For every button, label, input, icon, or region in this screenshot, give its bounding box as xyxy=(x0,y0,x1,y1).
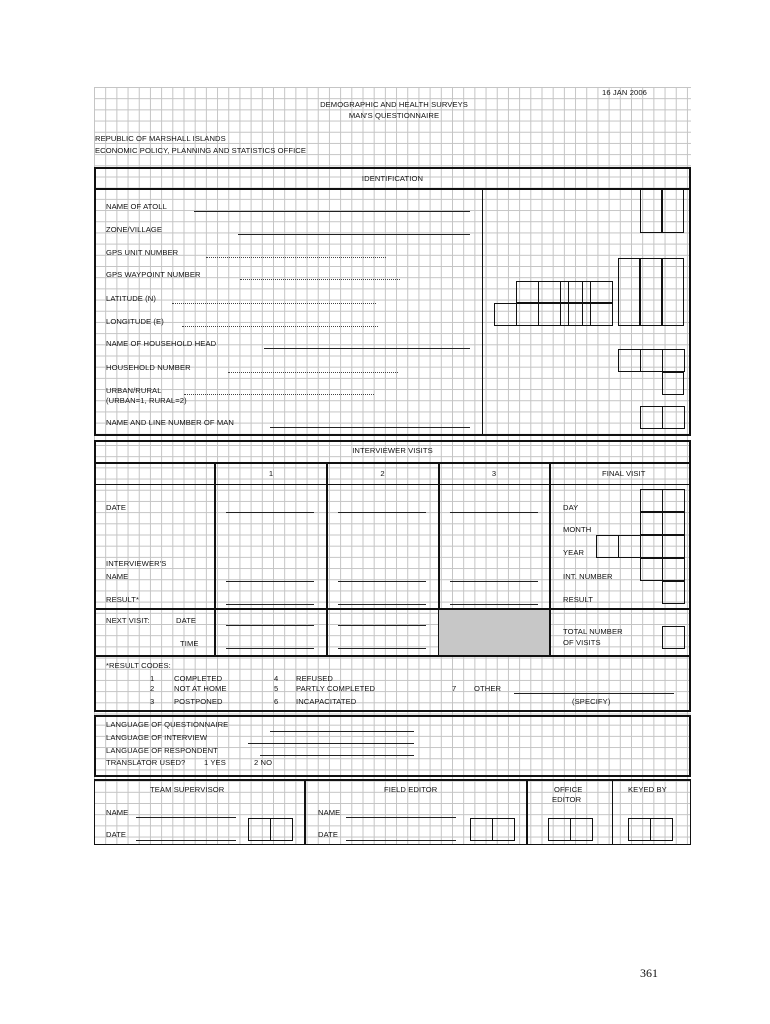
language-questionnaire-label: LANGUAGE OF QUESTIONNAIRE xyxy=(106,720,229,729)
editor-date-label: DATE xyxy=(318,830,339,839)
language-interview-field[interactable] xyxy=(248,743,414,744)
total-visits-label: TOTAL NUMBER xyxy=(563,627,623,636)
rule xyxy=(482,188,483,435)
translator-no[interactable]: 2 NO xyxy=(254,758,273,767)
form-subtitle: MAN'S QUESTIONNAIRE xyxy=(348,111,440,120)
visit-2-result-field[interactable] xyxy=(338,604,426,605)
form-title: DEMOGRAPHIC AND HEALTH SURVEYS xyxy=(320,100,468,109)
supervisor-code-boxes[interactable] xyxy=(248,818,293,841)
supervisor-name-label: NAME xyxy=(106,808,129,817)
visit-2-name-field[interactable] xyxy=(338,581,426,582)
rule xyxy=(94,484,691,485)
next-visit-date-label: DATE xyxy=(176,616,197,625)
village-field[interactable] xyxy=(238,234,470,235)
urban-rural-label: URBAN/RURAL xyxy=(106,386,162,395)
rule xyxy=(94,710,691,712)
office-editor-label-2: EDITOR xyxy=(552,795,582,804)
final-month-label: MONTH xyxy=(563,525,592,534)
language-questionnaire-field[interactable] xyxy=(270,731,414,732)
supervisor-date-field[interactable] xyxy=(136,840,236,841)
code-num: 2 xyxy=(150,684,155,693)
final-year-label: YEAR xyxy=(563,548,585,557)
supervisor-date-label: DATE xyxy=(106,830,127,839)
interviewer-label: INTERVIEWER'S xyxy=(106,559,167,568)
atoll-code-box[interactable] xyxy=(640,188,662,233)
rule xyxy=(94,440,96,710)
code-label: NOT AT HOME xyxy=(174,684,227,693)
line-number-boxes[interactable] xyxy=(640,406,685,429)
rule xyxy=(326,462,328,655)
rule xyxy=(94,167,691,169)
visit-col-1: 1 xyxy=(268,469,274,478)
office-editor-boxes[interactable] xyxy=(548,818,593,841)
rule xyxy=(94,188,691,190)
interviewer-name-label: NAME xyxy=(106,572,129,581)
total-visits-box[interactable] xyxy=(662,626,685,649)
editor-name-label: NAME xyxy=(318,808,341,817)
household-number-field[interactable] xyxy=(228,372,398,373)
final-day-label: DAY xyxy=(563,503,579,512)
gps-waypoint-label: GPS WAYPOINT NUMBER xyxy=(106,270,201,279)
visit-1-date-field[interactable] xyxy=(226,512,314,513)
specify-label: (SPECIFY) xyxy=(572,697,611,706)
household-head-field[interactable] xyxy=(264,348,470,349)
visit-col-2: 2 xyxy=(380,469,385,478)
next-1-time-field[interactable] xyxy=(226,648,314,649)
code-num: 7 xyxy=(452,684,457,693)
rule xyxy=(689,167,691,435)
urban-rural-box[interactable] xyxy=(662,372,684,395)
visit-3-result-field[interactable] xyxy=(450,604,538,605)
rule xyxy=(94,775,691,777)
gps-unit-field[interactable] xyxy=(206,257,386,258)
language-respondent-label: LANGUAGE OF RESPONDENT xyxy=(106,746,218,755)
rule xyxy=(304,779,306,845)
latitude-decimal-boxes[interactable] xyxy=(568,281,613,303)
rule xyxy=(690,779,691,845)
code-label: POSTPONED xyxy=(174,697,223,706)
total-visits-label-2: OF VISITS xyxy=(563,638,601,647)
visit-col-3: 3 xyxy=(491,469,497,478)
final-int-number-boxes[interactable] xyxy=(640,558,685,581)
final-day-boxes[interactable] xyxy=(640,489,685,512)
language-respondent-field[interactable] xyxy=(260,755,414,756)
gps-unit-label: GPS UNIT NUMBER xyxy=(106,248,179,257)
final-month-boxes[interactable] xyxy=(640,512,685,535)
rule xyxy=(94,440,691,442)
office-name: ECONOMIC POLICY, PLANNING AND STATISTICS OFFICE xyxy=(95,146,307,155)
translator-label: TRANSLATOR USED? xyxy=(106,758,186,767)
rule xyxy=(94,462,691,464)
next-2-date-field[interactable] xyxy=(338,625,426,626)
atoll-code-box[interactable] xyxy=(662,188,684,233)
final-visit-heading: FINAL VISIT xyxy=(602,469,646,478)
visits-heading: INTERVIEWER VISITS xyxy=(352,446,433,455)
visit-3-date-field[interactable] xyxy=(450,512,538,513)
code-num: 3 xyxy=(150,697,155,706)
urban-rural-codes: (URBAN=1, RURAL=2) xyxy=(106,396,187,405)
man-name-field[interactable] xyxy=(270,427,470,428)
code-num: 1 xyxy=(150,674,155,683)
urban-rural-field[interactable] xyxy=(184,394,374,395)
rule xyxy=(689,440,691,710)
field-editor-label: FIELD EDITOR xyxy=(384,785,438,794)
visit-1-result-field[interactable] xyxy=(226,604,314,605)
keyed-by-label: KEYED BY xyxy=(628,785,667,794)
country-name: REPUBLIC OF MARSHALL ISLANDS xyxy=(95,134,226,143)
code-label: REFUSED xyxy=(296,674,333,683)
longitude-field[interactable] xyxy=(182,326,378,327)
code-num: 5 xyxy=(274,684,279,693)
latitude-field[interactable] xyxy=(172,303,376,304)
latitude-label: LATITUDE (N) xyxy=(106,294,156,303)
rule xyxy=(94,844,691,845)
editor-name-field[interactable] xyxy=(346,817,456,818)
code-num: 4 xyxy=(274,674,279,683)
final-int-number-label: INT. NUMBER xyxy=(563,572,613,581)
editor-date-field[interactable] xyxy=(346,840,456,841)
final-result-box[interactable] xyxy=(662,581,685,604)
rule xyxy=(94,779,95,845)
identification-heading: IDENTIFICATION xyxy=(361,174,424,183)
team-supervisor-label: TEAM SUPERVISOR xyxy=(150,785,225,794)
gps-code-box[interactable] xyxy=(662,258,684,326)
household-head-label: NAME OF HOUSEHOLD HEAD xyxy=(106,339,217,348)
household-number-label: HOUSEHOLD NUMBER xyxy=(106,363,191,372)
visit-3-name-field[interactable] xyxy=(450,581,538,582)
longitude-label: LONGITUDE (E) xyxy=(106,317,164,326)
rule xyxy=(94,715,96,776)
code-label: COMPLETED xyxy=(174,674,223,683)
rule xyxy=(94,715,691,717)
household-number-boxes[interactable] xyxy=(618,349,685,372)
man-name-label: NAME AND LINE NUMBER OF MAN xyxy=(106,418,235,427)
atoll-label: NAME OF ATOLL xyxy=(106,202,167,211)
code-label: OTHER xyxy=(474,684,502,693)
editor-code-boxes[interactable] xyxy=(470,818,515,841)
code-label: PARTLY COMPLETED xyxy=(296,684,376,693)
result-label: RESULT* xyxy=(106,595,140,604)
rule xyxy=(94,167,96,435)
shaded-cell xyxy=(439,610,549,655)
keyed-by-boxes[interactable] xyxy=(628,818,673,841)
next-visit-label: NEXT VISIT: xyxy=(106,616,150,625)
next-1-date-field[interactable] xyxy=(226,625,314,626)
next-visit-time-label: TIME xyxy=(180,639,199,648)
page-number: 361 xyxy=(640,966,658,980)
longitude-decimal-boxes[interactable] xyxy=(568,303,613,326)
form-date: 16 JAN 2006 xyxy=(602,88,648,97)
atoll-field[interactable] xyxy=(194,211,470,212)
code-label: INCAPACITATED xyxy=(296,697,357,706)
final-year-boxes[interactable] xyxy=(596,535,685,558)
code-num: 6 xyxy=(274,697,279,706)
result-codes-heading: *RESULT CODES: xyxy=(106,661,171,670)
gps-code-box[interactable] xyxy=(618,258,640,326)
translator-yes[interactable]: 1 YES xyxy=(204,758,226,767)
rule xyxy=(549,462,551,655)
supervisor-name-field[interactable] xyxy=(136,817,236,818)
office-editor-label: OFFICE xyxy=(554,785,583,794)
rule xyxy=(689,715,691,776)
village-label: ZONE/VILLAGE xyxy=(106,225,163,234)
language-interview-label: LANGUAGE OF INTERVIEW xyxy=(106,733,208,742)
gps-code-box[interactable] xyxy=(640,258,662,326)
next-2-time-field[interactable] xyxy=(338,648,426,649)
rule xyxy=(612,779,613,845)
rule xyxy=(214,462,216,655)
other-specify-field[interactable] xyxy=(514,693,674,694)
rule xyxy=(526,779,528,845)
gps-waypoint-field[interactable] xyxy=(240,279,400,280)
visit-2-date-field[interactable] xyxy=(338,512,426,513)
final-result-label: RESULT xyxy=(563,595,593,604)
rule xyxy=(94,779,691,781)
visit-date-label: DATE xyxy=(106,503,127,512)
rule xyxy=(94,434,691,436)
rule xyxy=(94,608,691,610)
visit-1-name-field[interactable] xyxy=(226,581,314,582)
questionnaire-form xyxy=(94,87,691,845)
rule xyxy=(94,655,691,657)
